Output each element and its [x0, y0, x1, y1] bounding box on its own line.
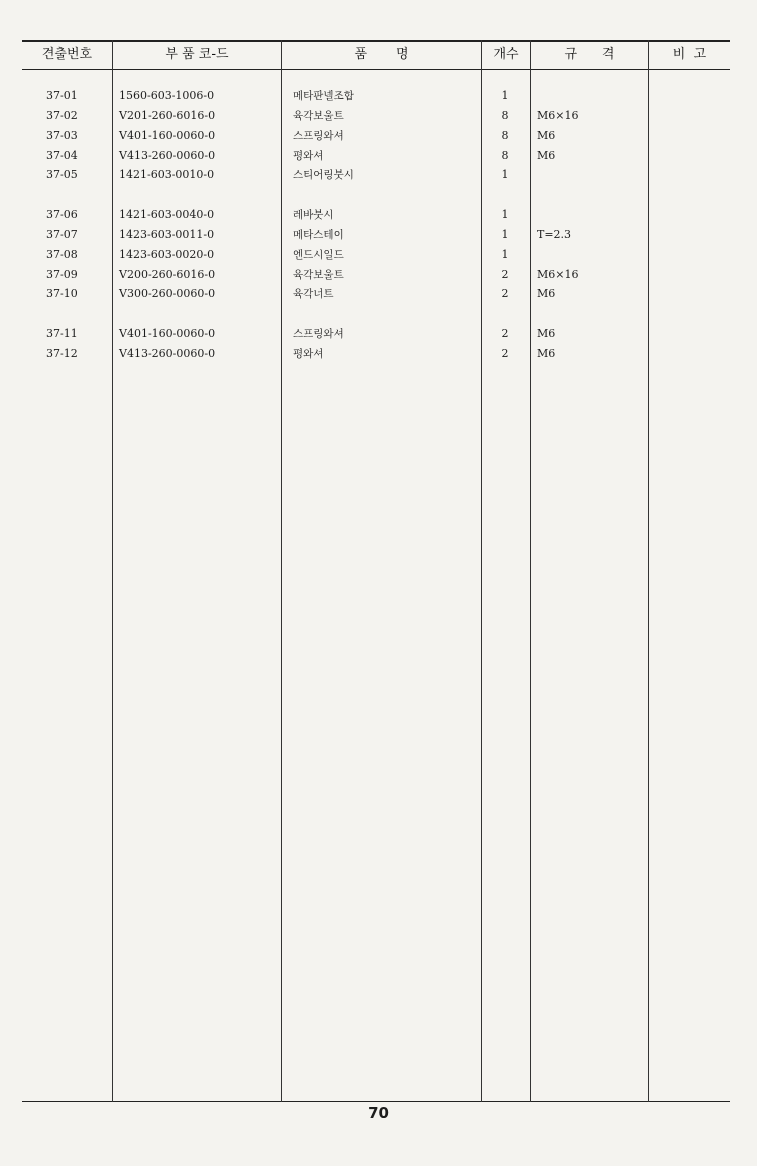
table-top-rule — [22, 40, 730, 42]
item-number: 37-10 — [46, 287, 78, 300]
quantity: 2 — [501, 327, 509, 340]
item-number: 37-11 — [46, 327, 78, 340]
specification: M6 — [537, 149, 556, 162]
quantity: 8 — [501, 109, 509, 122]
part-code: 1423-603-0020-0 — [119, 248, 215, 261]
part-name: 평와셔 — [293, 348, 324, 360]
quantity: 8 — [501, 149, 509, 162]
table-row — [0, 166, 757, 184]
part-name: 메타판넬조합 — [293, 90, 354, 102]
header-specification: 규 격 — [564, 47, 615, 62]
part-name: 평와셔 — [293, 150, 324, 162]
part-code: V401-160-0060-0 — [119, 129, 216, 142]
table-row — [0, 266, 757, 284]
column-divider — [648, 40, 649, 1102]
item-number: 37-08 — [46, 248, 78, 261]
item-number: 37-02 — [46, 109, 78, 122]
specification: M6 — [537, 327, 556, 340]
part-code: V200-260-6016-0 — [119, 268, 216, 281]
part-name: 엔드시일드 — [293, 249, 344, 261]
column-divider — [112, 40, 113, 1102]
part-name: 스프링와셔 — [293, 130, 344, 142]
header-part-code: 부 품 코-드 — [165, 47, 229, 62]
part-name: 레바붓시 — [293, 209, 334, 221]
quantity: 1 — [501, 89, 509, 102]
item-number: 37-06 — [46, 208, 78, 221]
quantity: 1 — [501, 228, 509, 241]
part-code: V413-260-0060-0 — [119, 347, 216, 360]
specification: M6×16 — [537, 268, 579, 281]
part-name: 육각너트 — [293, 288, 334, 300]
quantity: 1 — [501, 168, 509, 181]
table-row — [0, 345, 757, 363]
column-divider — [530, 40, 531, 1102]
specification: M6 — [537, 129, 556, 142]
table-row — [0, 226, 757, 244]
item-number: 37-01 — [46, 89, 78, 102]
part-code: V300-260-0060-0 — [119, 287, 216, 300]
table-row — [0, 147, 757, 165]
part-code: V413-260-0060-0 — [119, 149, 216, 162]
header-item-number: 견출번호 — [41, 47, 93, 62]
quantity: 8 — [501, 129, 509, 142]
quantity: 2 — [501, 287, 509, 300]
item-number: 37-07 — [46, 228, 78, 241]
part-name: 메타스테이 — [293, 229, 344, 241]
header-remarks: 비 고 — [672, 47, 707, 62]
table-row — [0, 127, 757, 145]
part-code: 1560-603-1006-0 — [119, 89, 215, 102]
table-row — [0, 206, 757, 224]
specification: T=2.3 — [537, 228, 572, 241]
header-part-name: 품 명 — [354, 47, 409, 62]
quantity: 1 — [501, 248, 509, 261]
part-code: 1421-603-0010-0 — [119, 168, 215, 181]
quantity: 2 — [501, 347, 509, 360]
part-code: 1421-603-0040-0 — [119, 208, 215, 221]
part-code: V401-160-0060-0 — [119, 327, 216, 340]
table-row — [0, 246, 757, 264]
item-number: 37-12 — [46, 347, 78, 360]
table-row — [0, 107, 757, 125]
header-bottom-rule — [22, 69, 730, 70]
part-name: 스프링와셔 — [293, 328, 344, 340]
part-name: 육각보울트 — [293, 110, 344, 122]
specification: M6×16 — [537, 109, 579, 122]
table-row — [0, 87, 757, 105]
table-row — [0, 285, 757, 303]
part-name: 스티어링붓시 — [293, 169, 354, 181]
part-code: 1423-603-0011-0 — [119, 228, 215, 241]
header-quantity: 개수 — [493, 47, 519, 62]
item-number: 37-04 — [46, 149, 78, 162]
specification: M6 — [537, 347, 556, 360]
specification: M6 — [537, 287, 556, 300]
page-number: 70 — [368, 1104, 389, 1122]
item-number: 37-03 — [46, 129, 78, 142]
part-name: 육각보울트 — [293, 269, 344, 281]
column-divider — [481, 40, 482, 1102]
item-number: 37-09 — [46, 268, 78, 281]
table-row — [0, 325, 757, 343]
item-number: 37-05 — [46, 168, 78, 181]
quantity: 1 — [501, 208, 509, 221]
table-bottom-rule — [22, 1101, 730, 1102]
column-divider — [281, 40, 282, 1102]
part-code: V201-260-6016-0 — [119, 109, 216, 122]
quantity: 2 — [501, 268, 509, 281]
